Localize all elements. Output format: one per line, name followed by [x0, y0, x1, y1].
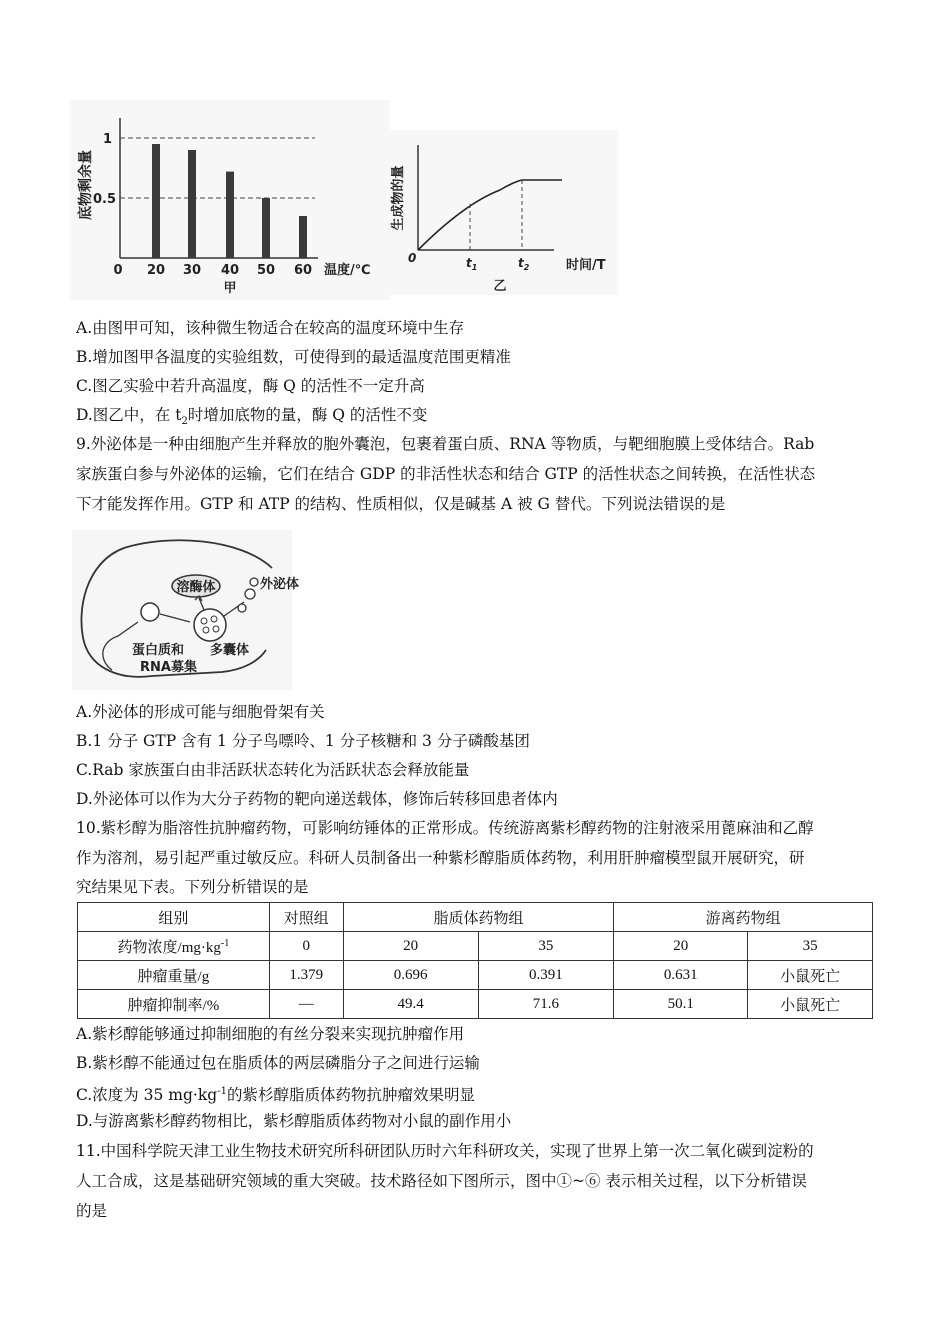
q10-option-c: C.浓度为 35 $mg\cdot kg^{-1}$的紫杉醇脂质体药物抗肿瘤效果明显 [76, 1086, 475, 1105]
jia-ytick-1: 1 [102, 132, 112, 147]
q9-option-d: D.外泌体可以作为大分子药物的靶向递送载体，修饰后转移回患者体内 [76, 790, 558, 808]
lysosome-label: 溶酶体 [176, 580, 216, 595]
yi-caption: 乙 [493, 279, 507, 294]
exosome-label: 外泌体 [260, 577, 300, 592]
q9-stem-line-1: 9.外泌体是一种由细胞产生并释放的胞外囊泡，包裹着蛋白质、RNA 等物质，与靶细胞膜上受体结合。Rab [76, 435, 815, 453]
table-cell: 0.631 [614, 961, 748, 990]
multivesicular-body [194, 609, 226, 641]
table-cell: 小鼠死亡 [748, 961, 873, 990]
q10-stem-line-1: 10.紫杉醇为脂溶性抗肿瘤药物，可影响纺锤体的正常形成。传统游离紫杉醇药物的注射液采用蓖麻油和乙醇 [76, 819, 814, 837]
exosome-2 [238, 604, 246, 612]
table-cell: 20 [343, 932, 478, 961]
yi-xlabel: 时间/T [566, 258, 606, 273]
table-cell: 1.379 [269, 961, 343, 990]
jia-xtick-40: 40 [220, 263, 240, 278]
table-cell: — [269, 990, 343, 1019]
q8-option-d: D.图乙中，在 $t_2$时增加底物的量，酶 Q 的活性不变 [76, 406, 428, 428]
q8-option-c: C.图乙实验中若升高温度，酶 Q 的活性不一定升高 [76, 377, 425, 395]
chart-yi [382, 130, 618, 295]
table-cell: 35 [478, 932, 614, 961]
table-cell: 小鼠死亡 [748, 990, 873, 1019]
exosome-1 [245, 589, 255, 599]
jia-caption: 甲 [223, 281, 237, 296]
recruit-label-2: RNA募集 [140, 660, 197, 675]
jia-ylabel: 底物剩余量 [78, 150, 94, 220]
header-liposome: 脂质体药物组 [343, 903, 614, 932]
table-cell: 20 [614, 932, 748, 961]
row-label-tumor-weight: 肿瘤重量/g [78, 961, 270, 990]
header-group: 组别 [78, 903, 270, 932]
early-endosome [141, 603, 159, 621]
q8-option-b: B.增加图甲各温度的实验组数，可使得到的最适温度范围更精准 [76, 348, 511, 366]
jia-xtick-50: 50 [256, 263, 276, 278]
q9-stem-line-2: 家族蛋白参与外泌体的运输，它们在结合 GDP 的非活性状态和结合 GTP 的活性状态之间转换，在活性状态 [76, 465, 816, 483]
table-cell: 0.391 [478, 961, 614, 990]
q10-option-b: B.紫杉醇不能通过包在脂质体的两层磷脂分子之间进行运输 [76, 1054, 480, 1072]
table-cell: 35 [748, 932, 873, 961]
yi-t1-label: $t_1$ [466, 256, 478, 272]
exosome-diagram [72, 530, 300, 690]
header-free-drug: 游离药物组 [614, 903, 873, 932]
q10-option-d: D.与游离紫杉醇药物相比，紫杉醇脂质体药物对小鼠的副作用小 [76, 1112, 512, 1130]
yi-t2-label: $t_2$ [518, 256, 530, 272]
q9-stem-line-3: 下才能发挥作用。GTP 和 ATP 的结构、性质相似，仅是碱基 A 被 G 替代。下列说法错误的是 [76, 495, 726, 513]
jia-xlabel: 温度/℃ [324, 263, 371, 278]
table-cell: 0.696 [343, 961, 478, 990]
jia-xtick-20: 20 [146, 263, 166, 278]
table-row [78, 932, 873, 961]
table-header-row [78, 903, 873, 932]
jia-bar-40 [226, 172, 234, 258]
exosome-3 [250, 578, 258, 586]
jia-bar-60 [299, 216, 307, 258]
header-control: 对照组 [269, 903, 343, 932]
row-label-inhibition-rate: 肿瘤抑制率/% [78, 990, 270, 1019]
table-cell: 0 [269, 932, 343, 961]
q11-stem-line-1: 11.中国科学院天津工业生物技术研究所科研团队历时六年科研攻关，实现了世界上第一次二氧化碳到淀粉的 [76, 1142, 814, 1160]
yi-origin: 0 [408, 251, 417, 265]
q9-option-a: A.外泌体的形成可能与细胞骨架有关 [76, 703, 325, 721]
jia-xtick-30: 30 [182, 263, 202, 278]
q10-stem-line-2: 作为溶剂，易引起严重过敏反应。科研人员制备出一种紫杉醇脂质体药物，利用肝肿瘤模型鼠开展研究，研 [76, 849, 805, 867]
recruit-label-1: 蛋白质和 [132, 643, 185, 658]
q10-option-a: A.紫杉醇能够通过抑制细胞的有丝分裂来实现抗肿瘤作用 [76, 1025, 465, 1043]
table-row [78, 961, 873, 990]
jia-bar-30 [188, 150, 196, 258]
results-table [77, 902, 873, 1019]
q8-option-a: A.由图甲可知，该种微生物适合在较高的温度环境中生存 [76, 319, 465, 337]
q11-stem-line-2: 人工合成，这是基础研究领域的重大突破。技术路径如下图所示，图中①~⑥ 表示相关过程，以下分析错误 [76, 1172, 807, 1190]
q9-option-b: B.1 分子 GTP 含有 1 分子鸟嘌呤、1 分子核糖和 3 分子磷酸基团 [76, 732, 530, 750]
mvb-label: 多囊体 [210, 643, 250, 658]
q9-option-c: C.Rab 家族蛋白由非活跃状态转化为活跃状态会释放能量 [76, 761, 470, 779]
row-label-concentration: 药物浓度$/mg\cdot kg^{-1}$ [78, 932, 270, 961]
table-row [78, 990, 873, 1019]
jia-bar-20 [152, 144, 160, 258]
table-cell: 71.6 [478, 990, 614, 1019]
table-cell: 50.1 [614, 990, 748, 1019]
jia-xtick-0: 0 [113, 263, 123, 278]
jia-xtick-60: 60 [293, 263, 313, 278]
yi-ylabel: 生成物的量 [391, 165, 406, 231]
jia-ytick-05: 0.5 [92, 192, 116, 207]
chart-jia [70, 100, 390, 300]
q10-stem-line-3: 究结果见下表。下列分析错误的是 [76, 878, 309, 896]
table-cell: 49.4 [343, 990, 478, 1019]
jia-bar-50 [262, 198, 270, 258]
q11-stem-line-3: 的是 [76, 1202, 108, 1220]
